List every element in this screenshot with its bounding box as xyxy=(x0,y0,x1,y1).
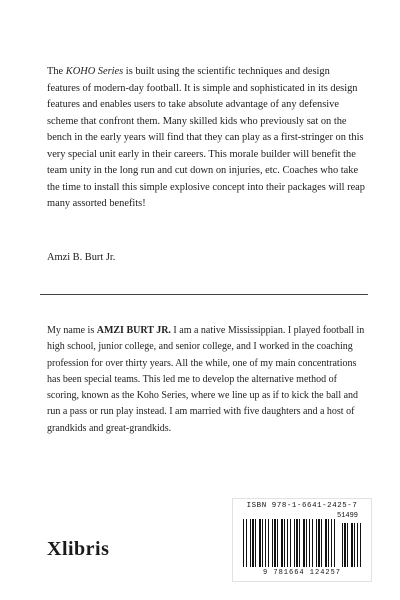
barcode-panel xyxy=(232,498,372,582)
bio-text-start: My name is xyxy=(47,325,97,336)
bio-text-rest: I am a native Mississippian. I played football in high school, junior college, and senior college, and I worked in the coaching profession for over thirty years. All the while, one of my main concentrations has been special teams. This led me to develop the alternative method of scoring, known as the Koho Series, where we line up as if to kick the ball and run a pass or run play instead. I am married with five daughters and a host of grandkids and great-grandkids. xyxy=(47,325,365,434)
ean-digits: 9 781664 124257 xyxy=(262,569,341,577)
section-divider xyxy=(40,294,368,295)
blurb-text-rest: is built using the scientific techniques and design features of modern-day football. It is simple and sophisticated in its design features and enables users to take absolute advantage of any defensive scheme that confront them. Many skilled kids who previously sat on the bench in the early years will find that they can play as a first-stringer on this very special unit early in their careers. This morale builder will benefit the team unity in the long run and cut down on injuries, etc. Coaches who take the time to install this simple explosive concept into their packages will reap many assorted benefits! xyxy=(47,66,365,209)
series-title: KOHO Series xyxy=(65,66,124,77)
author-signature: Amzi B. Burt Jr. xyxy=(47,252,116,263)
price-addon-label: 51499 xyxy=(337,512,359,520)
barcode-graphic xyxy=(239,519,365,569)
author-name: AMZI BURT JR. xyxy=(96,325,171,336)
author-bio xyxy=(47,323,365,437)
isbn-label: ISBN 978-1-6641-2425-7 xyxy=(246,502,358,510)
publisher-logo: Xlibris xyxy=(47,538,110,560)
blurb-text-start: The xyxy=(47,66,66,77)
back-cover-blurb xyxy=(47,64,365,213)
